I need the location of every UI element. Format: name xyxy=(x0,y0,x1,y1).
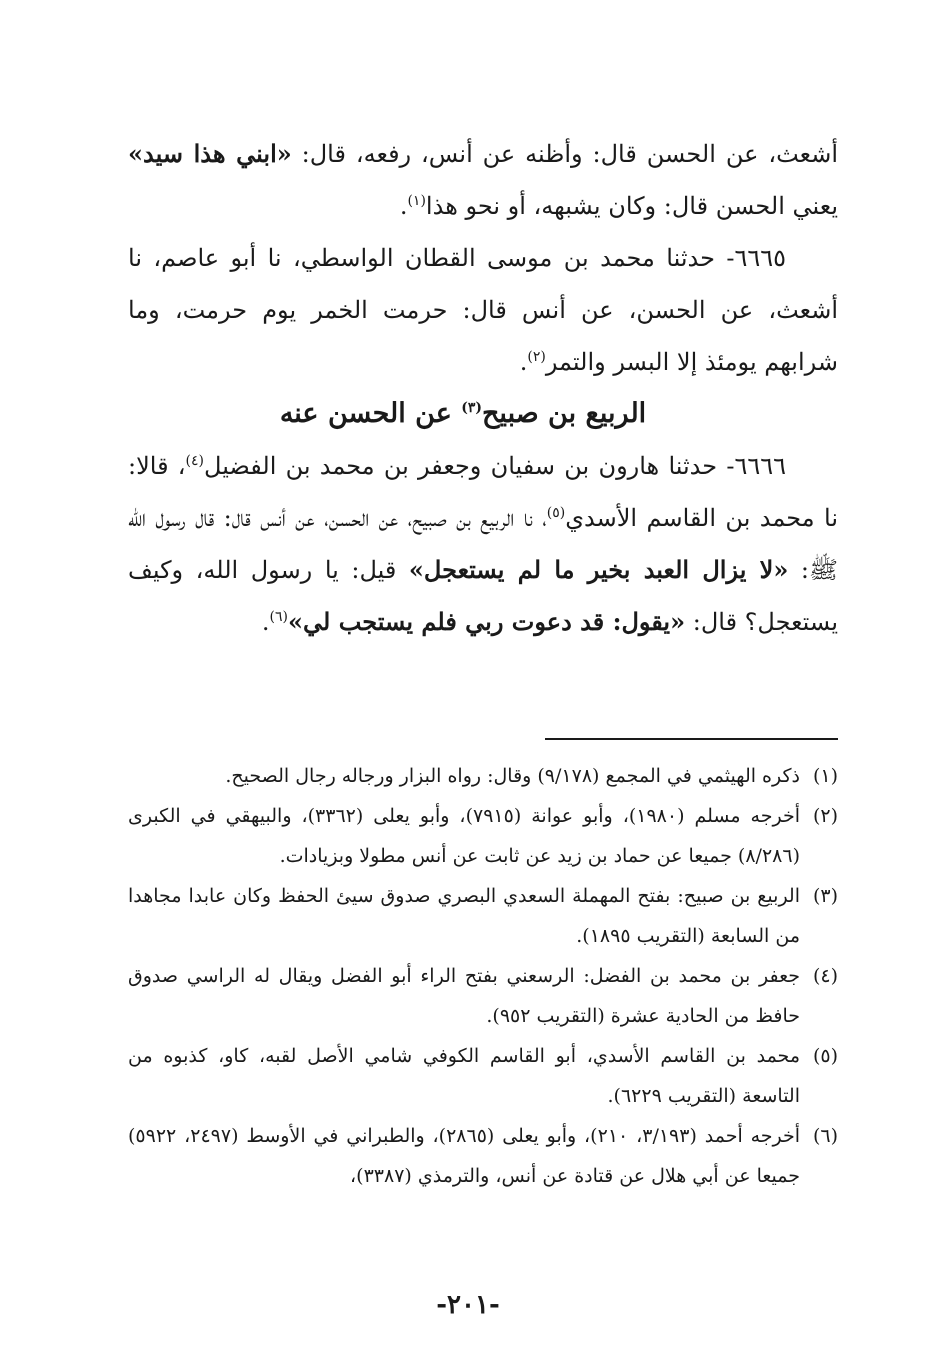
text-run: ٦٦٦٥- حدثنا محمد بن موسى القطان الواسطي، نا أبو عاصم، نا أشعث، عن الحسن، عن أنس قال: حرمت الخمر يوم حرمت، وما شرابهم يومئذ إلا البسر والتمر xyxy=(128,244,838,376)
footnote-6 xyxy=(128,1116,838,1196)
footnote-text: الربيع بن صبيح: بفتح المهملة السعدي البصري صدوق سيئ الحفظ وكان عابدا مجاهدا من السابعة (التقريب ١٨٩٥). xyxy=(128,885,800,947)
footnote-number: (٣) xyxy=(812,885,838,907)
footnote-ref[interactable]: (٤) xyxy=(185,453,205,469)
text-run: . xyxy=(399,192,408,220)
text-run: . xyxy=(261,608,270,636)
text-run: ، قالا: نا محمد بن القاسم الأسدي xyxy=(128,452,838,532)
footnote-text: محمد بن القاسم الأسدي، أبو القاسم الكوفي شامي الأصل لقبه، كاو، كذبوه من التاسعة (التقريب ٦٢٢٩). xyxy=(128,1045,800,1107)
footnote-number: (١) xyxy=(812,765,838,787)
paragraph-6666 xyxy=(128,440,838,648)
footnote-ref[interactable]: (١) xyxy=(407,193,426,209)
footnote-number: (٦) xyxy=(812,1125,838,1147)
text-run: . xyxy=(519,348,528,376)
footnotes xyxy=(128,756,838,1196)
footnote-text: أخرجه أحمد (٣/١٩٣، ٢١٠)، وأبو يعلى (٢٨٦٥)، والطبراني في الأوسط (٢٤٩٧، ٥٩٢٢) جميعا عن أبي هلال عن قتادة عن أنس، والترمذي (٣٣٨٧)، xyxy=(128,1125,801,1187)
footnote-separator xyxy=(545,738,838,740)
footnote-ref[interactable]: (٥) xyxy=(546,505,566,521)
footnote-4 xyxy=(128,956,838,1036)
footnote-text: جعفر بن محمد بن الفضل: الرسعني بفتح الراء أبو الفضل ويقال له الراسي صدوق حافظ من الحادية عشرة (التقريب ٩٥٢). xyxy=(128,965,800,1027)
footnote-5 xyxy=(128,1036,838,1116)
footnote-number: (٢) xyxy=(812,805,838,827)
text-run: أشعث، عن الحسن قال: وأظنه عن أنس، رفعه، قال: xyxy=(291,140,838,168)
text-run: ، نا الربيع بن صبيح، عن الحسن، عن أنس قال: قال رسول الله ﷺ: xyxy=(128,504,839,584)
heading-text: عن الحسن عنه xyxy=(279,398,462,429)
footnote-1 xyxy=(128,756,838,796)
heading-text: الربيع بن صبيح xyxy=(482,398,647,429)
hadith-quote: «يقول: قد دعوت ربي فلم يستجب لي» xyxy=(288,607,686,636)
footnote-text: ذكره الهيثمي في المجمع (٩/١٧٨) وقال: رواه البزار ورجاله رجال الصحيح. xyxy=(225,765,800,787)
text-run: ٦٦٦٦- حدثنا هارون بن سفيان وجعفر بن محمد بن الفضيل xyxy=(204,452,787,480)
paragraph-6665 xyxy=(128,232,838,388)
footnote-3 xyxy=(128,876,838,956)
page-number: -٢٠١- xyxy=(436,1290,500,1320)
footnote-ref[interactable]: (٦) xyxy=(269,609,289,625)
paragraph-1 xyxy=(128,128,838,232)
footnote-number: (٤) xyxy=(812,965,838,987)
footnote-text: أخرجه مسلم (١٩٨٠)، وأبو عوانة (٧٩١٥)، وأبو يعلى (٣٣٦٢)، والبيهقي في الكبرى (٨/٢٨٦) جميعا عن حماد بن زيد عن ثابت عن أنس مطولا وبزيادات. xyxy=(128,805,800,867)
hadith-quote: «ابني هذا سيد» xyxy=(128,139,292,168)
footnote-number: (٥) xyxy=(812,1045,838,1067)
main-text xyxy=(128,128,838,648)
footnote-ref[interactable]: (٣) xyxy=(461,400,482,416)
text-run: قيل: يا رسول الله، وكيف يستعجل؟ قال: xyxy=(128,556,838,636)
footnote-2 xyxy=(128,796,838,876)
hadith-quote: «لا يزال العبد بخير ما لم يستعجل» xyxy=(408,555,789,584)
text-run: يعني الحسن قال: وكان يشبهه، أو نحو هذا xyxy=(425,192,838,220)
section-heading xyxy=(128,388,838,440)
footnote-ref[interactable]: (٢) xyxy=(527,349,546,365)
